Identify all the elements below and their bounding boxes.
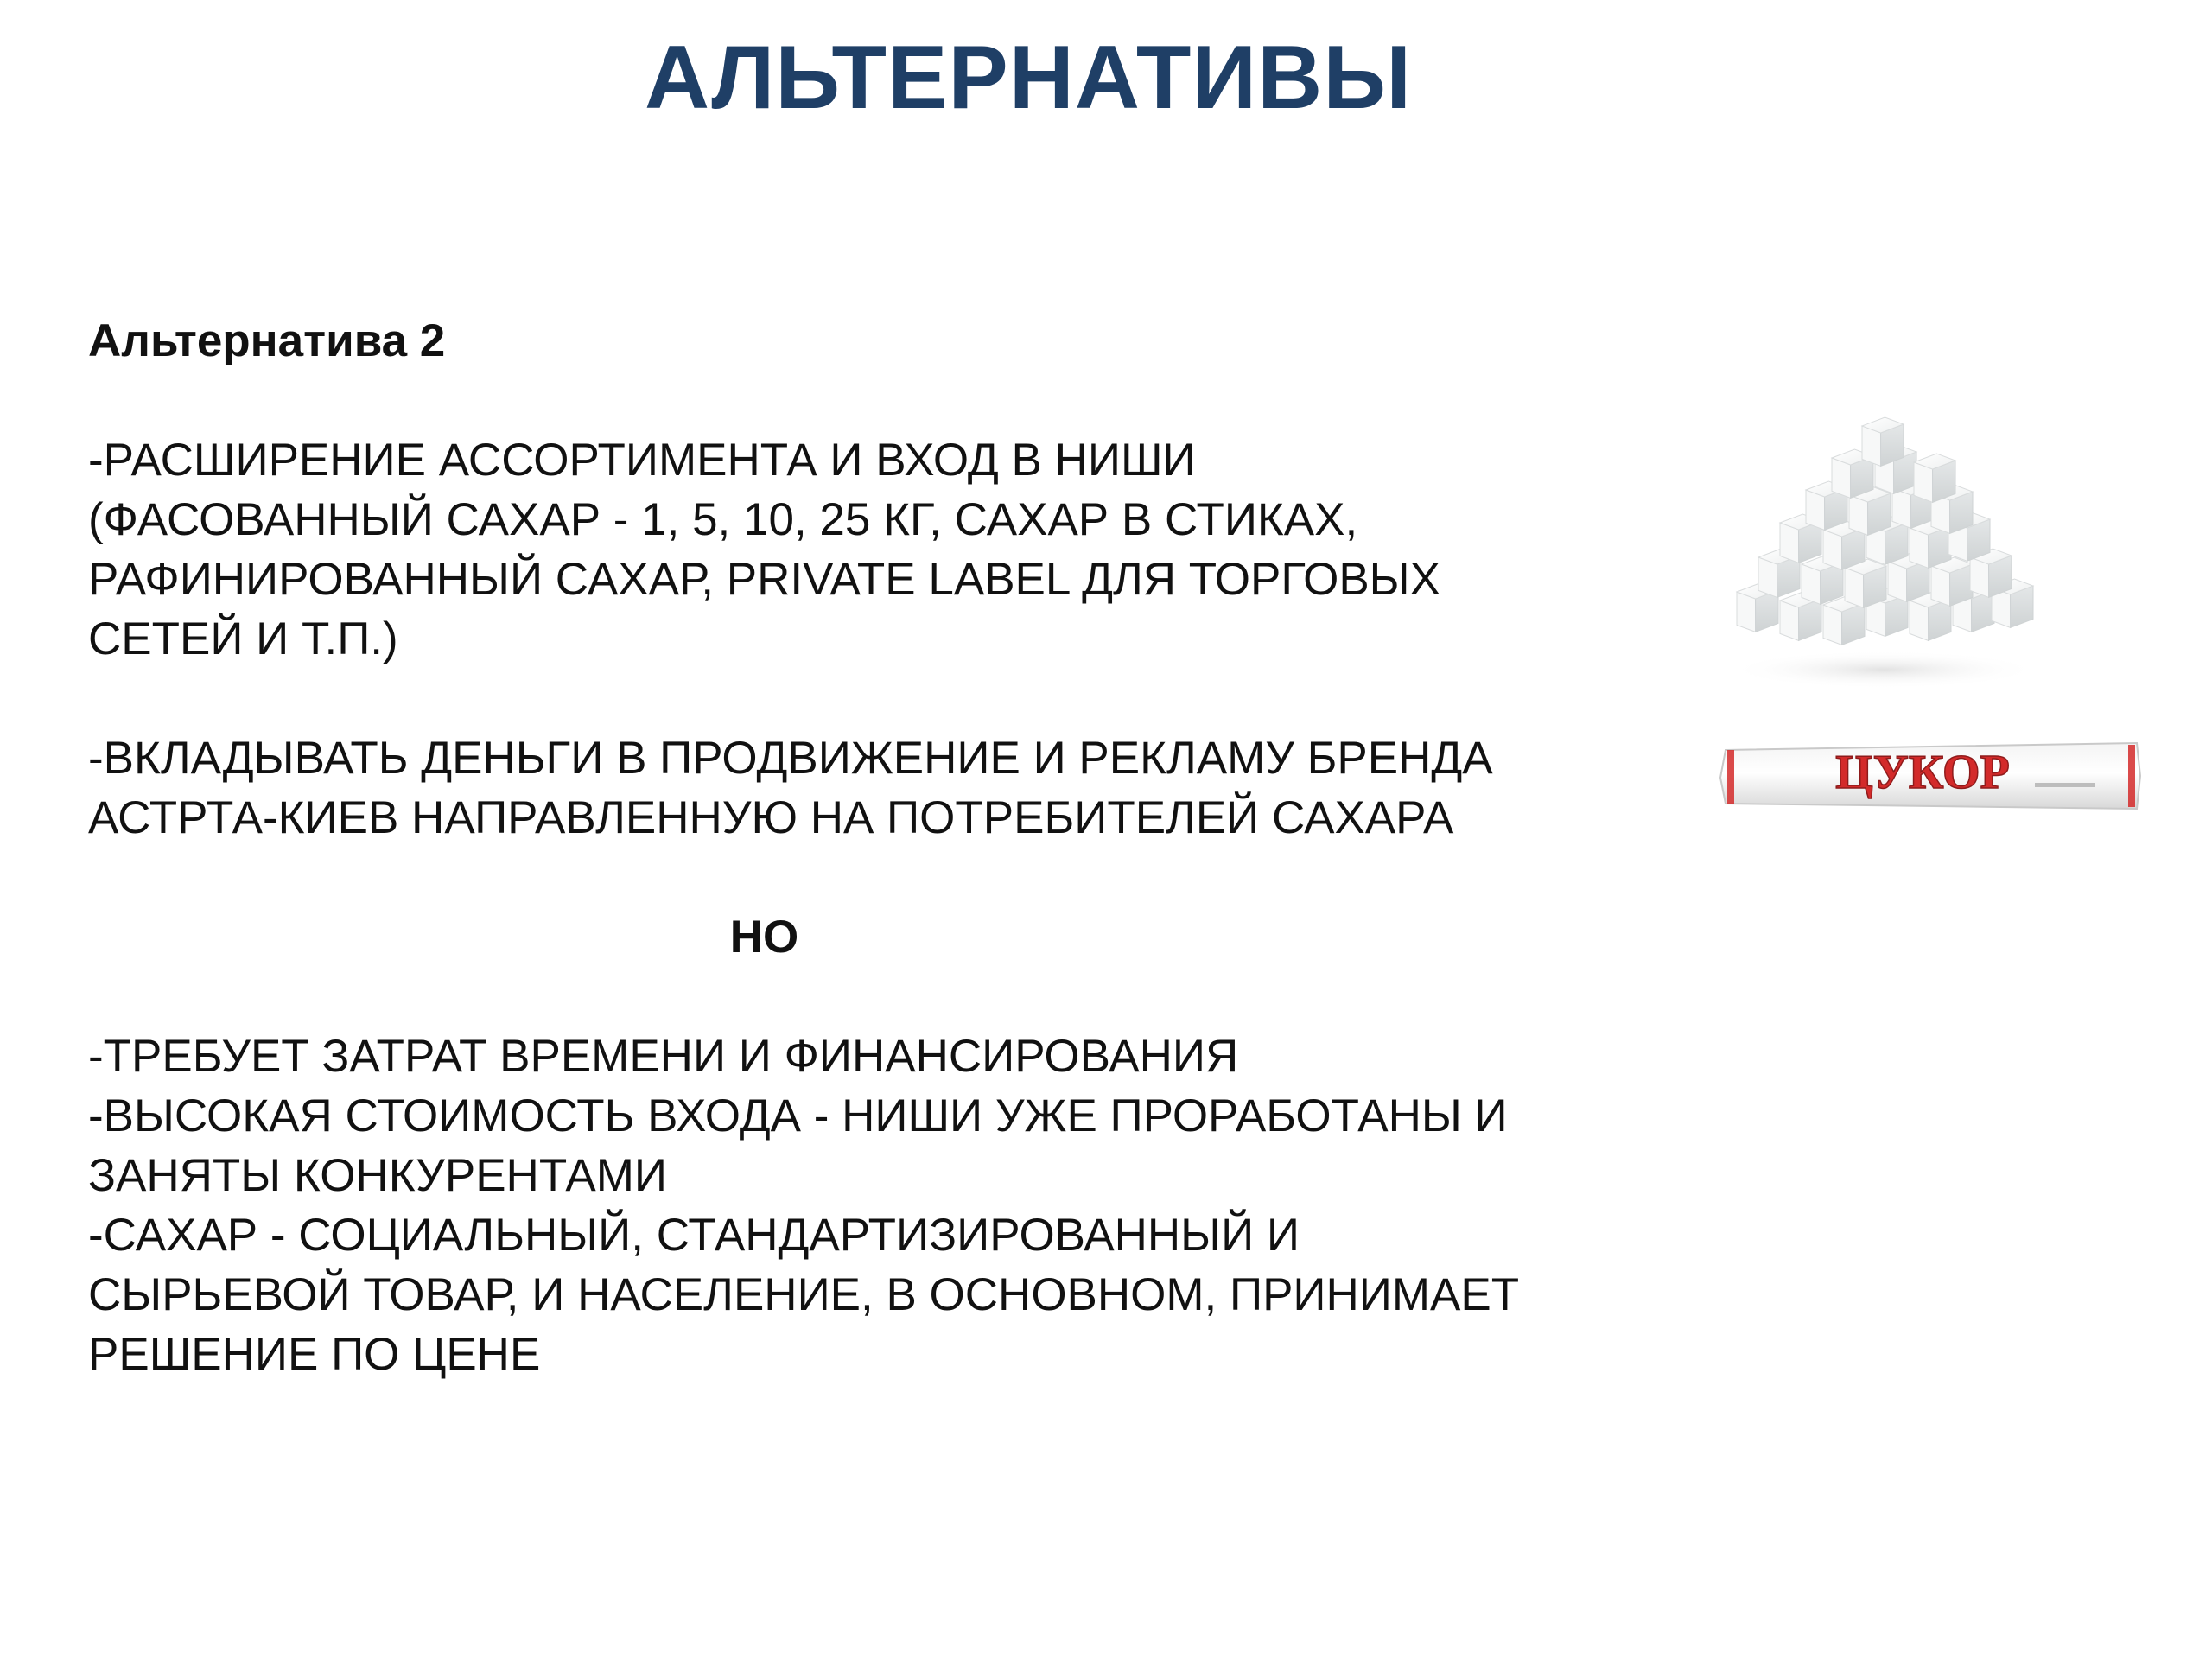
slide-title: АЛЬТЕРНАТИВЫ (644, 28, 1413, 128)
spacer (88, 669, 1557, 728)
option-expand-assortment: -РАСШИРЕНИЕ АССОРТИМЕНТА И ВХОД В НИШИ (ФАСОВАННЫЙ САХАР - 1, 5, 10, 25 КГ, САХАР В СТИКАХ, РАФИНИРОВАННЫЙ САХАР, PRIVATE LABEL ДЛЯ ТОРГОВЫХ СЕТЕЙ И Т.П.) (88, 435, 1440, 664)
sugar-stick-label: ЦУКОР (1835, 746, 2010, 799)
slide-subtitle: Альтернатива 2 (88, 315, 446, 366)
but-separator: НО (729, 912, 799, 963)
slide-body (88, 311, 1557, 1384)
spacer (88, 848, 1557, 907)
sugar-stick-image (1715, 734, 2147, 817)
spacer (88, 967, 1557, 1027)
drawbacks-list: -ТРЕБУЕТ ЗАТРАТ ВРЕМЕНИ И ФИНАНСИРОВАНИЯ -ВЫСОКАЯ СТОИМОСТЬ ВХОДА - НИШИ УЖЕ ПРОРАБОТАНЫ И ЗАНЯТЫ КОНКУРЕНТАМИ -САХАР - СОЦИАЛЬНЫЙ, СТАНДАРТИЗИРОВАННЫЙ И СЫРЬЕВОЙ ТОВАР, И НАСЕЛЕНИЕ, В ОСНОВНОМ, ПРИНИМАЕТ РЕШЕНИЕ ПО ЦЕНЕ (88, 1031, 1520, 1380)
sugar-cubes-image (1719, 410, 2048, 696)
option-brand-promotion: -ВКЛАДЫВАТЬ ДЕНЬГИ В ПРОДВИЖЕНИЕ И РЕКЛАМУ БРЕНДА АСТРТА-КИЕВ НАПРАВЛЕННУЮ НА ПОТРЕБИТЕЛЕЙ САХАРА (88, 733, 1493, 843)
